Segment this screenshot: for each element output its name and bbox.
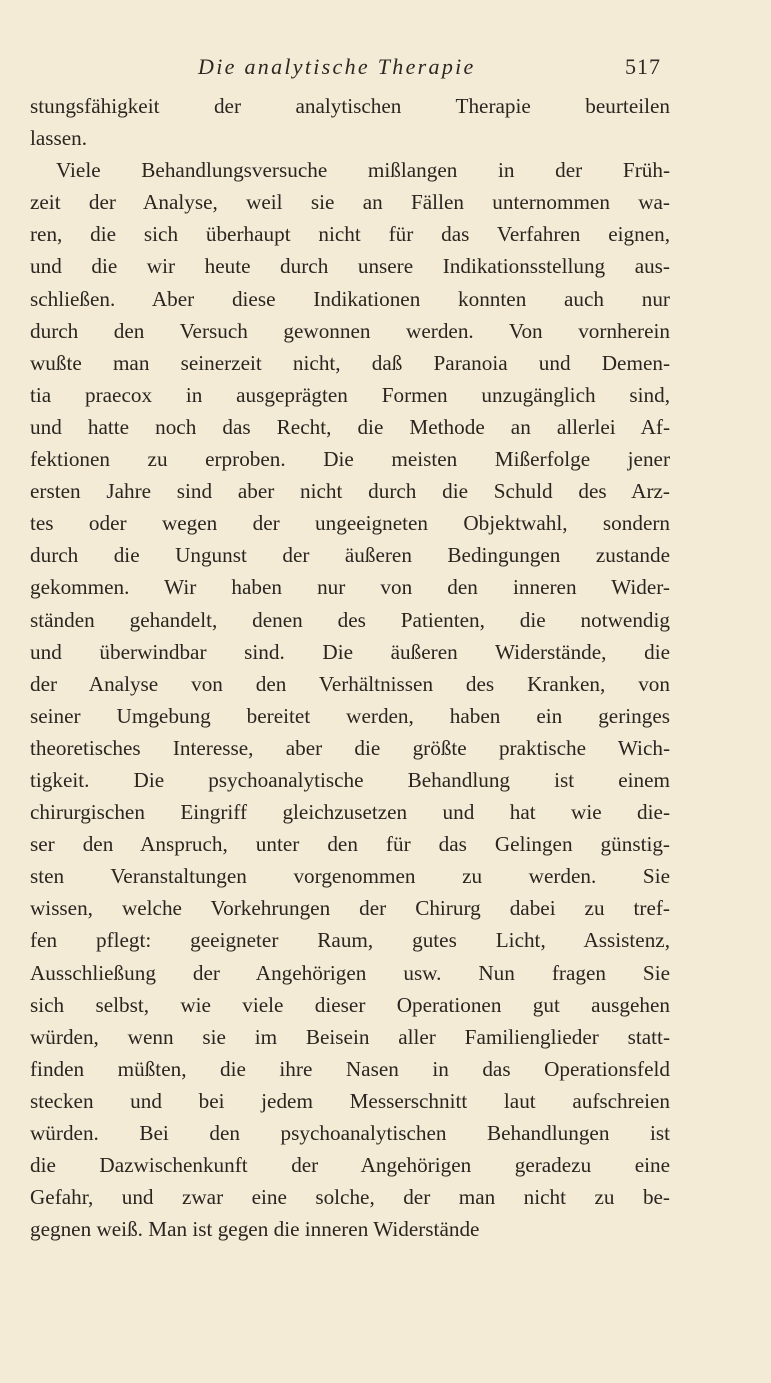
text-line: wissen, welche Vorkehrungen der Chirurg dabei zu tref- [30, 896, 670, 921]
text-line: der Analyse von den Verhältnissen des Kranken, von [30, 671, 670, 696]
text-line: Viele Behandlungsversuche mißlangen in der Früh- [56, 158, 670, 183]
running-head-title: Die analytische Therapie [198, 54, 476, 79]
paragraph [30, 154, 670, 1245]
text-line: finden müßten, die ihre Nasen in das Operationsfeld [30, 1056, 670, 1081]
running-head [0, 54, 771, 88]
text-line: sten Veranstaltungen vorgenommen zu werden. Sie [30, 864, 670, 889]
text-line: stecken und bei jedem Messerschnitt laut aufschreien [30, 1088, 670, 1113]
text-line: würden, wenn sie im Beisein aller Familienglieder statt- [30, 1024, 670, 1049]
text-line: wußte man seinerzeit nicht, daß Paranoia und Demen- [30, 350, 670, 375]
text-line: zeit der Analyse, weil sie an Fällen unternommen wa- [30, 190, 670, 215]
text-line: gekommen. Wir haben nur von den inneren Wider- [30, 575, 670, 600]
text-line: tia praecox in ausgeprägten Formen unzugänglich sind, [30, 382, 670, 407]
text-line: die Dazwischenkunft der Angehörigen geradezu eine [30, 1153, 670, 1178]
text-line: sich selbst, wie viele dieser Operationen gut ausgehen [30, 992, 670, 1017]
text-line: Ausschließung der Angehörigen usw. Nun fragen Sie [30, 960, 670, 985]
text-line: theoretisches Interesse, aber die größte praktische Wich- [30, 735, 670, 760]
text-line: würden. Bei den psychoanalytischen Behandlungen ist [30, 1121, 670, 1145]
text-line: fektionen zu erproben. Die meisten Mißerfolge jener [30, 447, 670, 472]
body-text [30, 90, 670, 1245]
text-line: chirurgischen Eingriff gleichzusetzen und hat wie die- [30, 800, 670, 825]
text-line: tes oder wegen der ungeeigneten Objektwahl, sondern [30, 511, 670, 536]
text-line: Gefahr, und zwar eine solche, der man nicht zu be- [30, 1185, 670, 1210]
text-line: und überwindbar sind. Die äußeren Widerstände, die [30, 639, 670, 664]
text-line: und die wir heute durch unsere Indikationsstellung aus- [30, 254, 670, 279]
text-line: gegnen weiß. Man ist gegen die inneren Widerstände [30, 1217, 480, 1242]
text-line: und hatte noch das Recht, die Methode an allerlei Af- [30, 414, 670, 439]
text-line: ser den Anspruch, unter den für das Gelingen günstig- [30, 832, 670, 857]
text-line: ersten Jahre sind aber nicht durch die Schuld des Arz- [30, 479, 670, 504]
text-line: stungsfähigkeit der analytischen Therapie beurteilen [30, 94, 670, 118]
text-line: tigkeit. Die psychoanalytische Behandlung ist einem [30, 767, 670, 792]
text-line: fen pflegt: geeigneter Raum, gutes Licht, Assistenz, [30, 928, 670, 953]
text-line: ständen gehandelt, denen des Patienten, die notwendig [30, 607, 670, 632]
text-line: durch die Ungunst der äußeren Bedingungen zustande [30, 543, 670, 568]
text-line: durch den Versuch gewonnen werden. Von vornherein [30, 318, 670, 343]
paragraph [30, 90, 670, 154]
page-number: 517 [625, 54, 661, 79]
text-line: schließen. Aber diese Indikationen konnten auch nur [30, 286, 670, 311]
text-line: seiner Umgebung bereitet werden, haben ein geringes [30, 703, 670, 728]
text-line: ren, die sich überhaupt nicht für das Verfahren eignen, [30, 222, 670, 247]
text-line: lassen. [30, 126, 88, 151]
